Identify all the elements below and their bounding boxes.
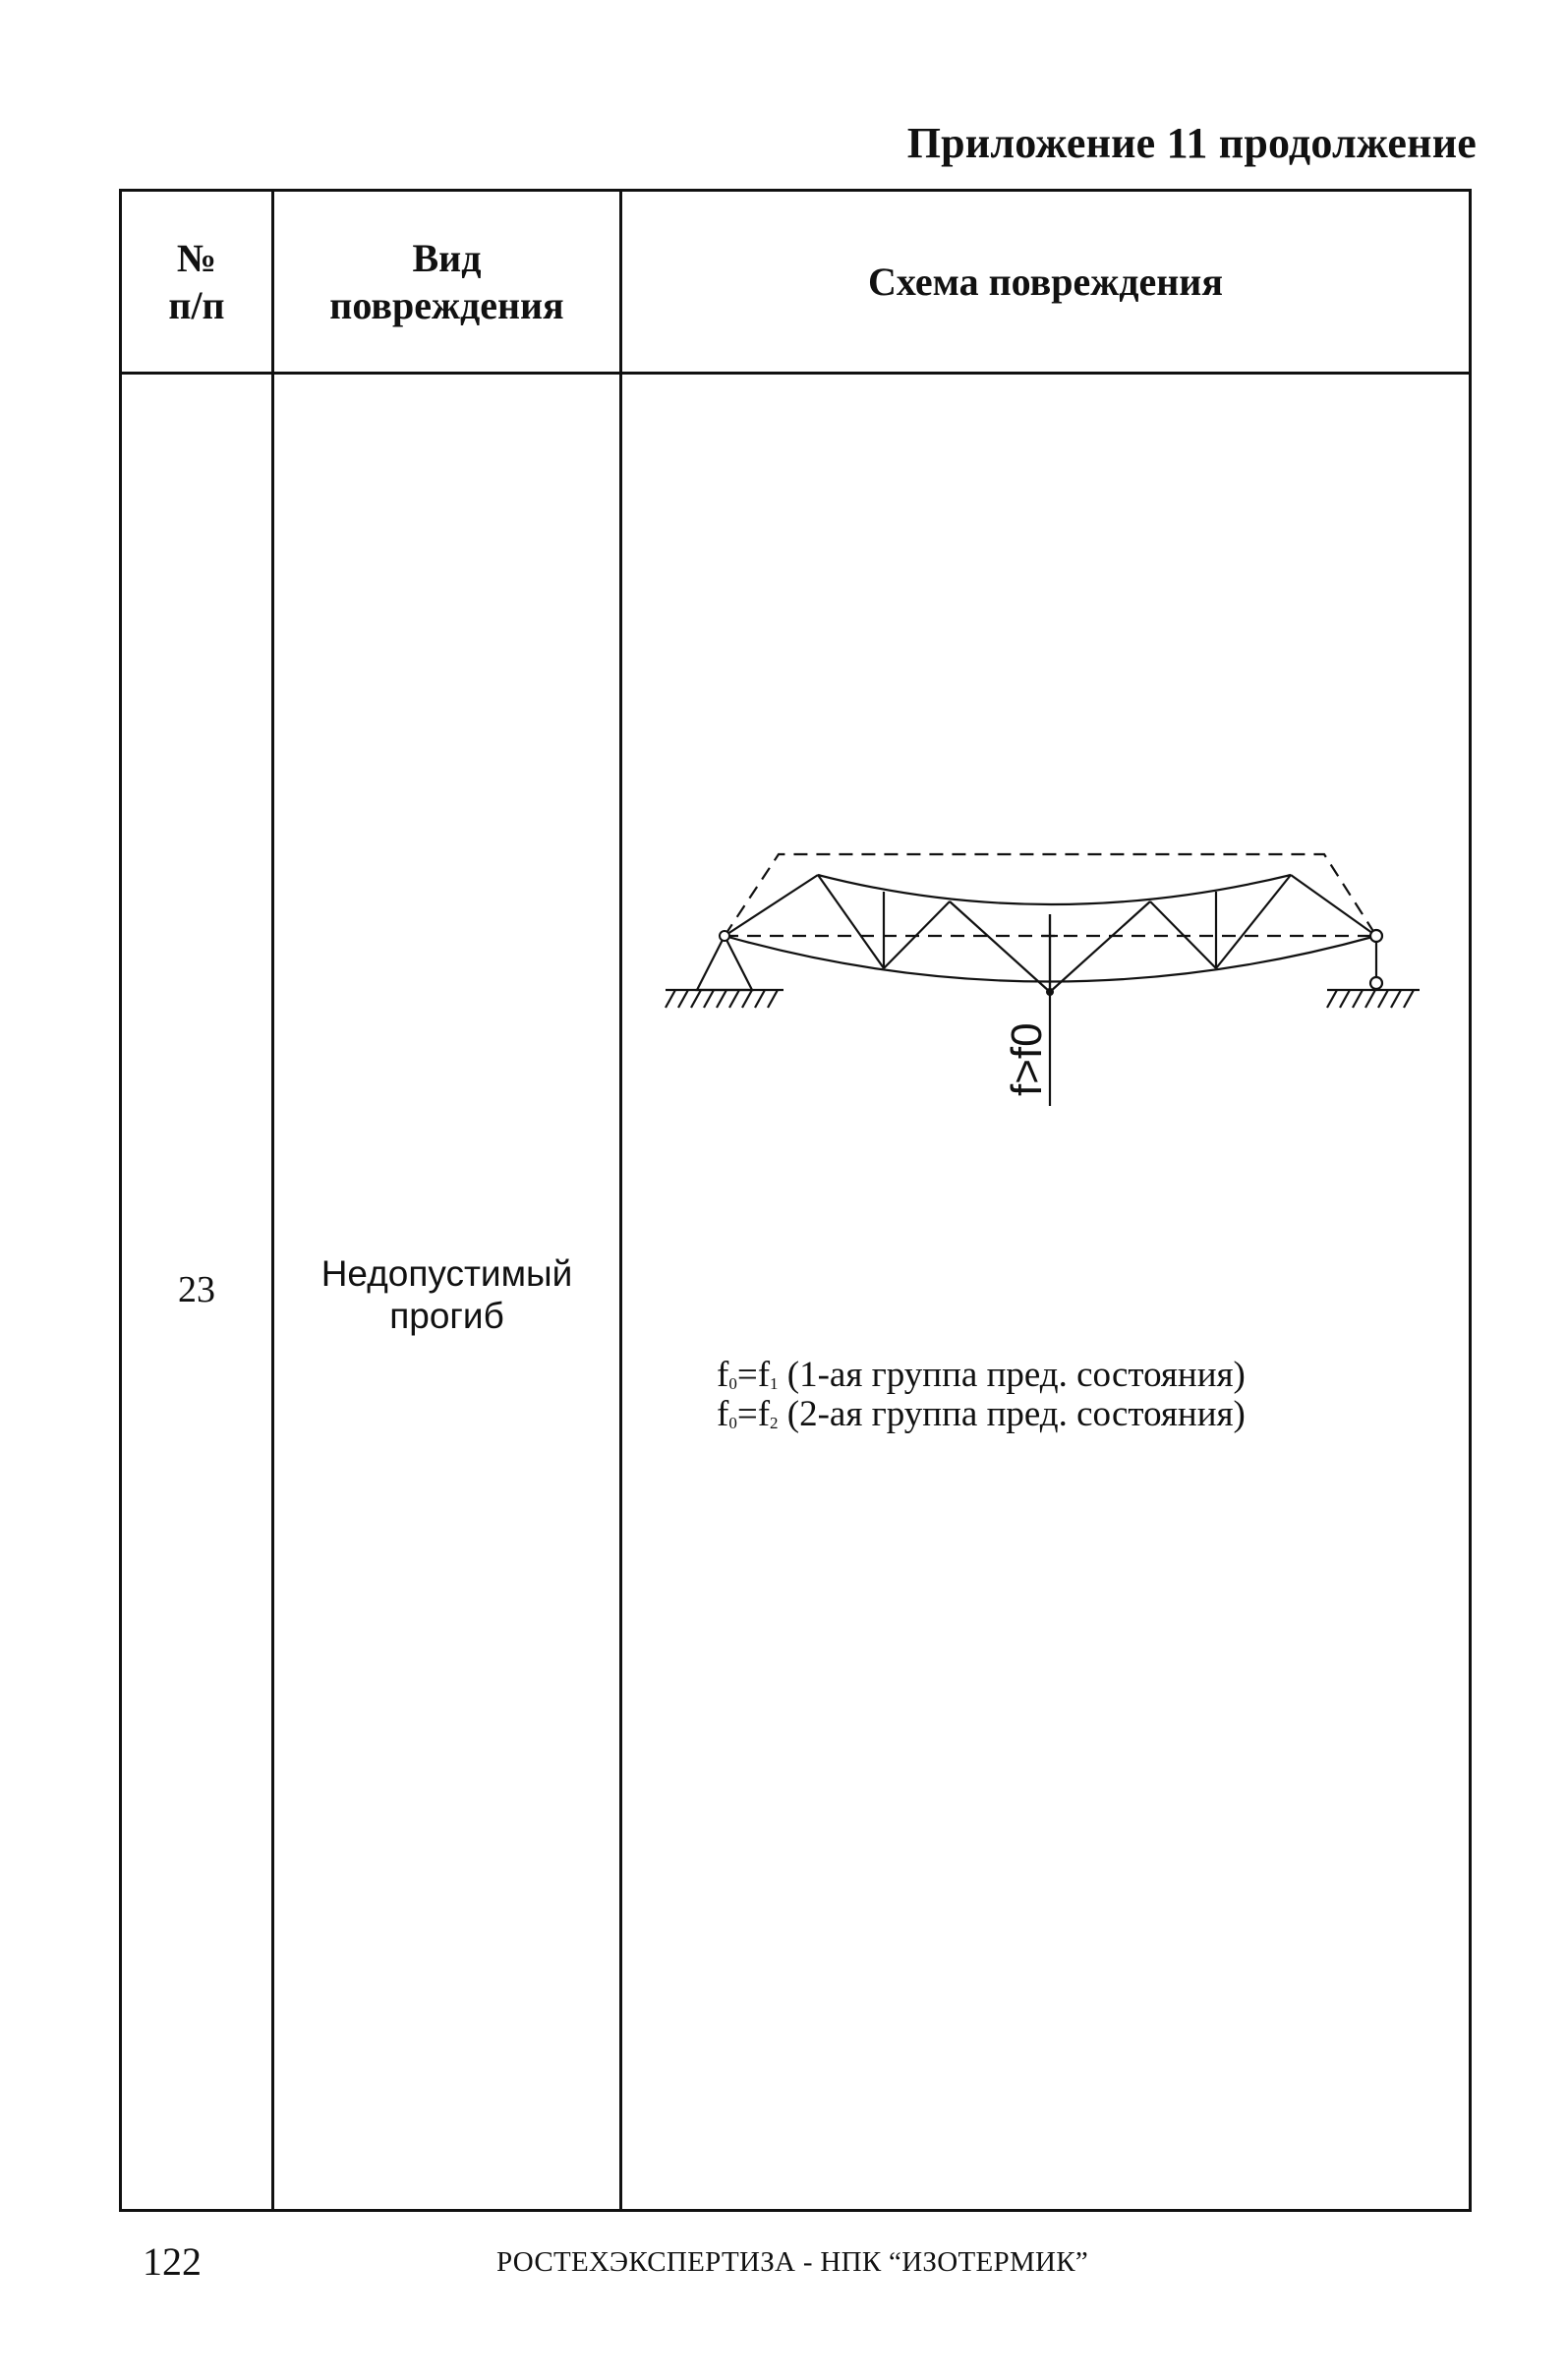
damage-type-line2: прогиб <box>389 1295 504 1336</box>
truss-deflection-diagram <box>122 192 1475 2215</box>
hinge-node-left <box>720 931 729 941</box>
header-number-line2: п/п <box>168 282 225 327</box>
truss-member <box>1291 875 1376 936</box>
header-type-line2: повреждения <box>329 282 564 327</box>
deflection-label: f>f0 <box>1003 1022 1051 1096</box>
header-type-line1: Вид <box>412 235 482 280</box>
center-node <box>1046 988 1054 996</box>
ground-hatch-right <box>1327 990 1414 1008</box>
pin-support-left <box>697 936 752 990</box>
hinge-node-right <box>1370 930 1382 942</box>
header-number-line1: № <box>176 235 217 280</box>
damage-table <box>119 189 1472 2212</box>
limit-state-note-1: $f_0=f_1$ (1-ая группа пред. состояния) <box>717 1355 1246 1395</box>
footer-organization: РОСТЕХЭКСПЕРТИЗА - НПК “ИЗОТЕРМИК” <box>496 2246 1089 2278</box>
roller-node <box>1370 977 1382 989</box>
truss-member <box>725 875 818 936</box>
deformed-top-chord <box>818 875 1291 904</box>
damage-type-line1: Недопустимый <box>320 1253 573 1294</box>
truss-member <box>818 875 884 968</box>
ground-hatch-left <box>666 990 778 1008</box>
appendix-title: Приложение 11 продолжение <box>906 119 1477 167</box>
page-number: 122 <box>143 2239 202 2284</box>
row-number: 23 <box>178 1269 215 1310</box>
header-scheme-label: Схема повреждения <box>868 259 1223 304</box>
limit-state-note-2: $f_0=f_2$ (2-ая группа пред. состояния) <box>717 1394 1246 1434</box>
